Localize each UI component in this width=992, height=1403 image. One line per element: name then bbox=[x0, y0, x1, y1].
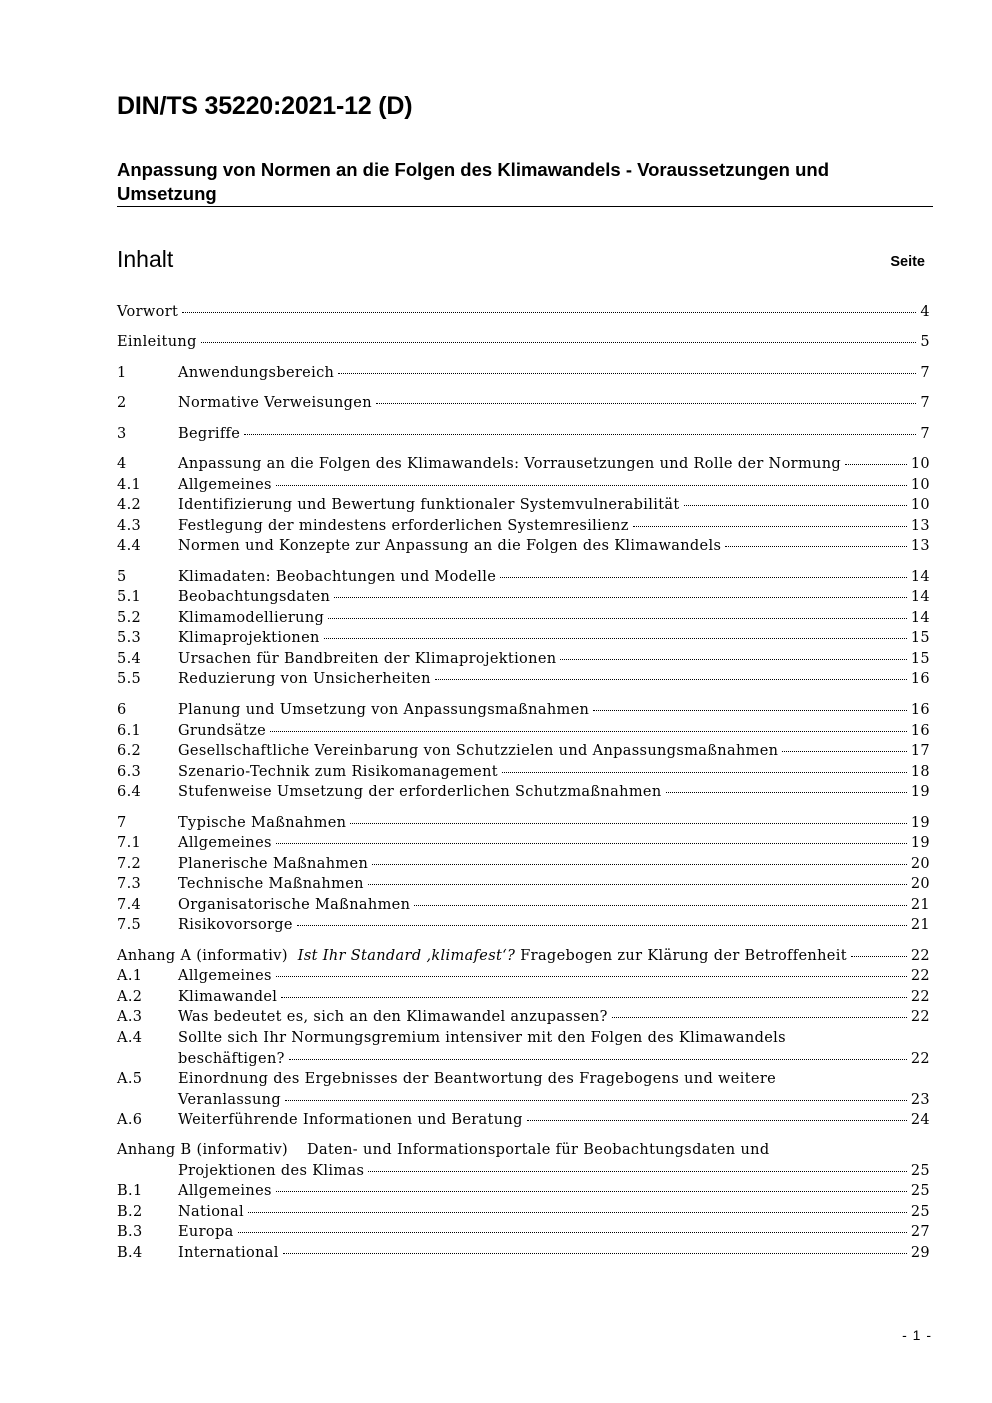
toc-leader bbox=[500, 577, 907, 578]
toc-number: 6.2 bbox=[117, 743, 142, 759]
toc-page-number: 14 bbox=[910, 610, 930, 626]
toc-number: A.3 bbox=[117, 1009, 143, 1025]
toc-entry[interactable] bbox=[117, 332, 930, 353]
toc-number: 4 bbox=[117, 456, 127, 472]
toc-number: A.1 bbox=[117, 968, 143, 984]
toc-entry[interactable] bbox=[117, 833, 930, 854]
toc-entry[interactable] bbox=[117, 1181, 930, 1202]
toc-title-italic: Ist Ihr Standard ‚klimafest‘? bbox=[297, 948, 516, 964]
toc-title-line1: Einordnung des Ergebnisses der Beantwortung des Fragebogens und weitere bbox=[178, 1071, 777, 1087]
title-divider bbox=[117, 206, 933, 207]
toc-title: Ursachen für Bandbreiten der Klimaprojektionen bbox=[178, 651, 557, 667]
toc-number: 7 bbox=[117, 815, 127, 831]
toc-page-number: 13 bbox=[910, 538, 930, 554]
toc-entry[interactable] bbox=[117, 669, 930, 690]
toc-title: Allgemeines bbox=[178, 1183, 272, 1199]
toc-entry[interactable] bbox=[117, 966, 930, 987]
toc-page-number: 18 bbox=[910, 764, 930, 780]
toc-entry[interactable] bbox=[117, 1069, 930, 1110]
toc-number: 1 bbox=[117, 365, 127, 381]
toc-number: 7.1 bbox=[117, 835, 142, 851]
toc-title: Identifizierung und Bewertung funktionaler Systemvulnerabilität bbox=[178, 497, 680, 513]
toc-title: Klimawandel bbox=[178, 989, 278, 1005]
toc-number: A.5 bbox=[117, 1071, 143, 1087]
page-number: - 1 - bbox=[902, 1327, 932, 1343]
toc-entry[interactable] bbox=[117, 649, 930, 670]
toc-entry[interactable] bbox=[117, 628, 930, 649]
toc-entry[interactable] bbox=[117, 567, 930, 588]
toc-number: 6.4 bbox=[117, 784, 142, 800]
toc-title-text: Fragebogen zur Klärung der Betroffenheit bbox=[520, 948, 847, 964]
toc-page-number: 16 bbox=[910, 723, 930, 739]
toc-page-number: 22 bbox=[910, 989, 930, 1005]
toc-title: Beobachtungsdaten bbox=[178, 589, 331, 605]
toc-entry[interactable] bbox=[117, 874, 930, 895]
toc-page-number: 14 bbox=[910, 589, 930, 605]
contents-heading: Inhalt bbox=[117, 246, 174, 272]
toc-page-number: 7 bbox=[920, 395, 930, 411]
toc-page-number: 17 bbox=[910, 743, 930, 759]
toc-entry[interactable] bbox=[117, 721, 930, 742]
toc-entry[interactable] bbox=[117, 895, 930, 916]
toc-leader bbox=[368, 1171, 907, 1172]
toc-number: 5.3 bbox=[117, 630, 142, 646]
toc-leader bbox=[276, 1191, 907, 1192]
toc-page-number: 25 bbox=[910, 1162, 930, 1179]
toc-page-number: 19 bbox=[910, 784, 930, 800]
toc-title: beschäftigen? bbox=[178, 1050, 285, 1067]
toc-page-number: 10 bbox=[910, 456, 930, 472]
toc-entry[interactable] bbox=[117, 762, 930, 783]
toc-entry[interactable] bbox=[117, 1202, 930, 1223]
toc-leader bbox=[527, 1120, 907, 1121]
toc-leader bbox=[283, 1253, 907, 1254]
toc-page-number: 21 bbox=[910, 917, 930, 933]
toc-leader bbox=[201, 342, 917, 343]
toc-leader bbox=[182, 312, 916, 313]
toc-entry[interactable] bbox=[117, 363, 930, 384]
toc-page-number: 24 bbox=[910, 1112, 930, 1128]
toc-leader bbox=[350, 823, 907, 824]
toc-leader bbox=[633, 526, 907, 527]
toc-entry[interactable] bbox=[117, 393, 930, 414]
toc-number: 6.1 bbox=[117, 723, 142, 739]
toc-number: 4.2 bbox=[117, 497, 142, 513]
toc-title: Planung und Umsetzung von Anpassungsmaßnahmen bbox=[178, 702, 590, 718]
toc-title: Gesellschaftliche Vereinbarung von Schutzzielen und Anpassungsmaßnahmen bbox=[178, 743, 779, 759]
toc-page-number: 22 bbox=[910, 1009, 930, 1025]
toc-title: Projektionen des Klimas bbox=[178, 1162, 365, 1179]
toc-title: Vorwort bbox=[117, 304, 179, 320]
toc-entry[interactable] bbox=[117, 987, 930, 1008]
toc-page-number: 7 bbox=[920, 365, 930, 381]
toc-page-number: 4 bbox=[920, 304, 930, 320]
toc-number: 7.3 bbox=[117, 876, 142, 892]
toc-title: Grundsätze bbox=[178, 723, 267, 739]
toc-number: 5.2 bbox=[117, 610, 142, 626]
toc-title: Technische Maßnahmen bbox=[178, 876, 364, 892]
toc-annex-label: Anhang B (informativ) bbox=[117, 1142, 289, 1158]
toc-entry[interactable] bbox=[117, 1140, 930, 1181]
toc-title: Typische Maßnahmen bbox=[178, 815, 347, 831]
toc-number: A.2 bbox=[117, 989, 143, 1005]
toc-entry[interactable] bbox=[117, 946, 930, 967]
toc-page-number: 25 bbox=[910, 1204, 930, 1220]
toc-number: 7.5 bbox=[117, 917, 142, 933]
toc-leader bbox=[238, 1232, 907, 1233]
toc-number: 2 bbox=[117, 395, 127, 411]
toc-page-number: 19 bbox=[910, 815, 930, 831]
toc-leader bbox=[334, 597, 907, 598]
toc-entry[interactable] bbox=[117, 424, 930, 445]
toc-number: 4.1 bbox=[117, 477, 142, 493]
toc-title bbox=[117, 946, 849, 967]
toc-leader bbox=[560, 659, 906, 660]
toc-title: International bbox=[178, 1245, 279, 1261]
toc-number: 5.5 bbox=[117, 671, 142, 687]
toc-number: B.2 bbox=[117, 1204, 143, 1220]
toc-leader bbox=[372, 864, 907, 865]
toc-number: 4.3 bbox=[117, 518, 142, 534]
toc-number: A.6 bbox=[117, 1112, 143, 1128]
toc-number: 5.1 bbox=[117, 589, 142, 605]
toc-title: National bbox=[178, 1204, 244, 1220]
toc-page-number: 5 bbox=[920, 334, 930, 350]
toc-leader bbox=[376, 403, 917, 404]
toc-leader bbox=[338, 373, 916, 374]
toc-leader bbox=[435, 679, 907, 680]
toc-leader bbox=[845, 464, 907, 465]
toc-leader bbox=[502, 772, 907, 773]
toc-leader bbox=[270, 731, 907, 732]
toc-leader bbox=[276, 485, 907, 486]
toc-page-number: 22 bbox=[910, 968, 930, 984]
toc-entry[interactable] bbox=[117, 454, 930, 475]
toc-page-number: 14 bbox=[910, 569, 930, 585]
toc-page-number: 15 bbox=[910, 651, 930, 667]
toc-page-number: 10 bbox=[910, 477, 930, 493]
toc-title: Allgemeines bbox=[178, 477, 272, 493]
toc-title: Klimaprojektionen bbox=[178, 630, 320, 646]
toc-page-number: 10 bbox=[910, 497, 930, 513]
toc-page-number: 20 bbox=[910, 876, 930, 892]
toc-entry[interactable] bbox=[117, 302, 930, 323]
toc-leader bbox=[328, 618, 907, 619]
toc-entry[interactable] bbox=[117, 516, 930, 537]
toc-entry[interactable] bbox=[117, 587, 930, 608]
toc-leader bbox=[684, 505, 907, 506]
toc-entry[interactable] bbox=[117, 1007, 930, 1028]
toc-page-number: 16 bbox=[910, 702, 930, 718]
toc-page-number: 27 bbox=[910, 1224, 930, 1240]
toc-title: Weiterführende Informationen und Beratung bbox=[178, 1112, 523, 1128]
toc-number: A.4 bbox=[117, 1030, 143, 1046]
toc-title: Allgemeines bbox=[178, 835, 272, 851]
toc-title-line1: Daten- und Informationsportale für Beobachtungsdaten und bbox=[307, 1142, 770, 1158]
toc-annex-label: Anhang A (informativ) bbox=[117, 948, 288, 964]
toc-leader bbox=[248, 1212, 907, 1213]
toc-entry[interactable] bbox=[117, 475, 930, 496]
toc-title: Planerische Maßnahmen bbox=[178, 856, 369, 872]
toc-page-number: 20 bbox=[910, 856, 930, 872]
toc-page-number: 21 bbox=[910, 897, 930, 913]
toc-number: B.1 bbox=[117, 1183, 143, 1199]
toc-number: 7.2 bbox=[117, 856, 142, 872]
toc-title: Festlegung der mindestens erforderlichen Systemresilienz bbox=[178, 518, 629, 534]
toc-title-line1: Sollte sich Ihr Normungsgremium intensiver mit den Folgen des Klimawandels bbox=[178, 1030, 786, 1046]
toc-page-number: 16 bbox=[910, 671, 930, 687]
toc-title: Klimadaten: Beobachtungen und Modelle bbox=[178, 569, 497, 585]
toc-page-number: 23 bbox=[910, 1091, 930, 1108]
toc-page-number: 15 bbox=[910, 630, 930, 646]
toc-entry[interactable] bbox=[117, 915, 930, 936]
toc-title: Veranlassung bbox=[178, 1091, 281, 1108]
toc-title: Begriffe bbox=[178, 426, 241, 442]
toc-leader bbox=[593, 710, 907, 711]
toc-leader bbox=[276, 843, 907, 844]
toc-number: 6.3 bbox=[117, 764, 142, 780]
toc-leader bbox=[281, 997, 907, 998]
toc-number: 5 bbox=[117, 569, 127, 585]
toc-leader bbox=[414, 905, 907, 906]
toc-leader bbox=[725, 546, 907, 547]
toc-entry[interactable] bbox=[117, 782, 930, 803]
toc-leader bbox=[782, 751, 906, 752]
toc-entry[interactable] bbox=[117, 741, 930, 762]
toc-title: Einleitung bbox=[117, 334, 197, 350]
toc-leader bbox=[368, 884, 907, 885]
toc-entry[interactable] bbox=[117, 495, 930, 516]
toc-entry[interactable] bbox=[117, 854, 930, 875]
toc-page-number: 29 bbox=[910, 1245, 930, 1261]
toc-title: Normative Verweisungen bbox=[178, 395, 372, 411]
toc-page-number: 22 bbox=[910, 1050, 930, 1067]
toc-entry[interactable] bbox=[117, 700, 930, 721]
toc-title: Allgemeines bbox=[178, 968, 272, 984]
toc-number: 3 bbox=[117, 426, 127, 442]
toc-leader bbox=[851, 956, 907, 957]
toc-entry[interactable] bbox=[117, 1222, 930, 1243]
toc-number: 5.4 bbox=[117, 651, 142, 667]
page-column-heading: Seite bbox=[890, 254, 925, 270]
toc-entry[interactable] bbox=[117, 608, 930, 629]
toc-leader bbox=[289, 1059, 907, 1060]
toc-title: Klimamodellierung bbox=[178, 610, 325, 626]
toc-number: 6 bbox=[117, 702, 127, 718]
document-id: DIN/TS 35220:2021-12 (D) bbox=[117, 92, 413, 120]
toc-page-number: 7 bbox=[920, 426, 930, 442]
toc-title: Was bedeutet es, sich an den Klimawandel anzupassen? bbox=[178, 1009, 608, 1025]
toc-page-number: 22 bbox=[910, 948, 930, 964]
toc-leader bbox=[666, 792, 907, 793]
toc-entry[interactable] bbox=[117, 1243, 930, 1264]
toc-title: Normen und Konzepte zur Anpassung an die Folgen des Klimawandels bbox=[178, 538, 722, 554]
toc-title: Reduzierung von Unsicherheiten bbox=[178, 671, 431, 687]
toc-entry[interactable] bbox=[117, 536, 930, 557]
toc-number: 4.4 bbox=[117, 538, 142, 554]
toc-title: Stufenweise Umsetzung der erforderlichen Schutzmaßnahmen bbox=[178, 784, 662, 800]
toc-number: B.4 bbox=[117, 1245, 143, 1261]
toc-number: 7.4 bbox=[117, 897, 142, 913]
toc-entry[interactable] bbox=[117, 813, 930, 834]
toc-title: Organisatorische Maßnahmen bbox=[178, 897, 411, 913]
toc-title: Anpassung an die Folgen des Klimawandels: Vorrausetzungen und Rolle der Normung bbox=[178, 456, 842, 472]
toc-title: Europa bbox=[178, 1224, 234, 1240]
toc-leader bbox=[244, 434, 916, 435]
toc-title: Szenario-Technik zum Risikomanagement bbox=[178, 764, 498, 780]
toc-page-number: 25 bbox=[910, 1183, 930, 1199]
toc-page-number: 19 bbox=[910, 835, 930, 851]
toc-leader bbox=[612, 1017, 907, 1018]
toc-leader bbox=[297, 925, 907, 926]
toc-number: B.3 bbox=[117, 1224, 143, 1240]
toc-leader bbox=[285, 1100, 907, 1101]
toc-title: Anwendungsbereich bbox=[178, 365, 335, 381]
toc-entry[interactable] bbox=[117, 1110, 930, 1131]
toc-leader bbox=[324, 638, 907, 639]
toc-page-number: 13 bbox=[910, 518, 930, 534]
toc-leader bbox=[276, 976, 907, 977]
toc-title: Risikovorsorge bbox=[178, 917, 293, 933]
toc-entry[interactable] bbox=[117, 1028, 930, 1069]
document-title: Anpassung von Normen an die Folgen des Klimawandels - Voraussetzungen und Umsetzung bbox=[117, 159, 830, 204]
